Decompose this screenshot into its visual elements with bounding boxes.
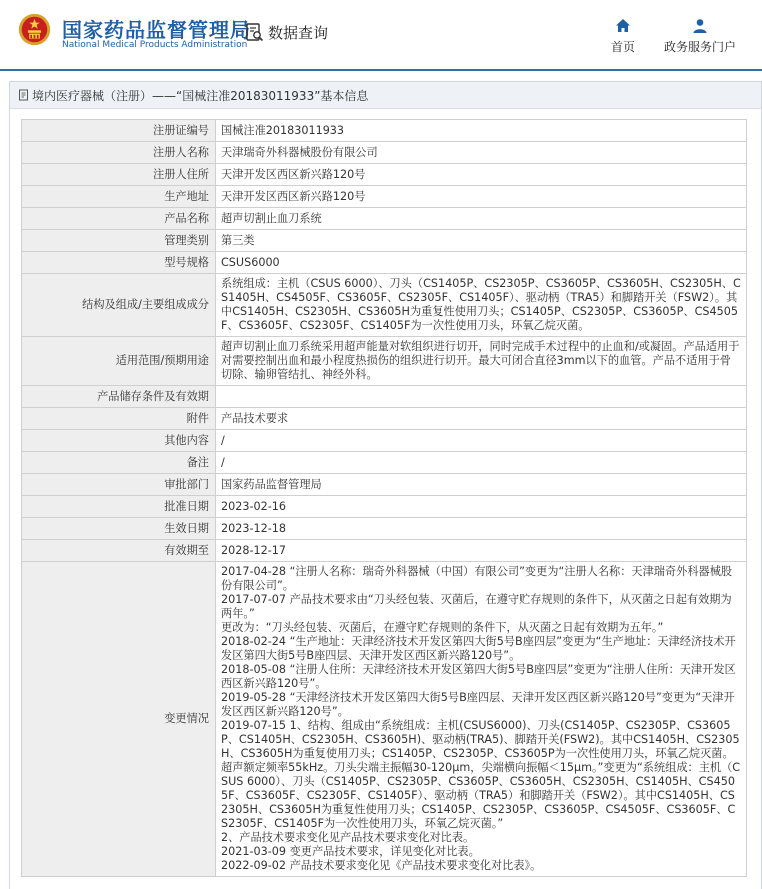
- field-value: 2028-12-17: [216, 540, 747, 562]
- table-row: [22, 496, 747, 518]
- field-label: 有效期至: [22, 540, 216, 562]
- field-label: 型号规格: [22, 252, 216, 274]
- table-row: [22, 274, 747, 337]
- panel-title: 境内医疗器械（注册）——“国械注准20183011933”基本信息: [32, 88, 369, 103]
- table-row: [22, 230, 747, 252]
- field-label: 审批部门: [22, 474, 216, 496]
- field-value: 超声切割止血刀系统采用超声能量对软组织进行切开，同时完成手术过程中的止血和/或凝固。产品适用于对需要控制出血和最小程度热损伤的组织进行切开。最大可闭合直径3mm以下的血管。产品不适用于骨切除、输卵管结扎、神经外科。: [216, 337, 747, 386]
- document-search-icon: [246, 23, 264, 43]
- data-query-label: 数据查询: [268, 24, 329, 42]
- table-row: [22, 518, 747, 540]
- table-row: [22, 386, 747, 408]
- field-value: 超声切割止血刀系统: [216, 208, 747, 230]
- site-title: 国家药品监督管理局: [62, 18, 251, 42]
- history-entry: 2019-05-28 “天津经济技术开发区第四大街5号B座四层、天津开发区西区新兴路120号”变更为“天津开发区西区新兴路120号”。: [221, 691, 735, 718]
- field-value: /: [216, 452, 747, 474]
- history-entry: 2017-07-07 产品技术要求由“刀头经包装、灭菌后，在遵守贮存规则的条件下，从灭菌之日起有效期为两年。”: [221, 593, 732, 620]
- table-row: [22, 408, 747, 430]
- site-subtitle: National Medical Products Administration: [62, 40, 248, 50]
- history-entry: 2018-02-24 “生产地址：天津经济技术开发区第四大街5号B座四层”变更为“生产地址：天津经济技术开发区第四大街5号B座四层、天津开发区西区新兴路120号”。: [221, 635, 736, 662]
- history-entry: 2022-09-02 产品技术要求变化见《产品技术要求变化对比表》。: [221, 859, 542, 872]
- history-entry: 2019-07-15 1、结构、组成由“系统组成：主机(CSUS6000)、刀头(CS1405P、CS2305P、CS3605P、CS1405H、CS2305H、CS3605H)、驱动柄(TRA5)、脚踏开关(FSW2)。其中CS1405H、CS2305H、CS3605H为重复使用刀头；CS1405P、CS2305P、CS3605P为一次性使用刀头，环氧乙烷灭菌。超声额定频率55kHz。刀头尖端主振幅30-120μm，尖端横向振幅＜15μm。”变更为“系统组成：主机（CSUS 6000）、刀头（CS1405P、CS2305P、CS3605P、CS3605H、CS2305H、CS1405H、CS4505F、CS3605F、CS2305F、CS1405F）、驱动柄（TRA5）和脚踏开关（FSW2）。其中CS1405H、CS2305H、CS3605H为重复性使用刀头；CS1405P、CS2305P、CS3605P、CS4505F、CS3605F、CS2305F、CS1405F为一次性使用刀头，环氧乙烷灭菌。”: [221, 719, 741, 830]
- panel-header: [10, 82, 761, 109]
- field-value: 第三类: [216, 230, 747, 252]
- nav-home-label: 首页: [610, 40, 635, 54]
- table-row: [22, 474, 747, 496]
- field-label: 注册人住所: [22, 164, 216, 186]
- field-label: 产品储存条件及有效期: [22, 386, 216, 408]
- history-entry: 2021-03-09 变更产品技术要求，详见变化对比表。: [221, 845, 480, 858]
- history-entry: 2、产品技术要求变化见产品技术要求变化对比表。: [221, 831, 475, 844]
- table-row: [22, 540, 747, 562]
- table-row: [22, 452, 747, 474]
- nav-service-portal[interactable]: [660, 18, 740, 55]
- field-label: 结构及组成/主要组成成分: [22, 274, 216, 337]
- home-icon: [615, 18, 631, 34]
- registration-info-table: [21, 119, 747, 877]
- nav-home[interactable]: [606, 18, 640, 55]
- field-value: CSUS6000: [216, 252, 747, 274]
- field-label: 批准日期: [22, 496, 216, 518]
- table-row: [22, 120, 747, 142]
- field-value: 天津开发区西区新兴路120号: [216, 164, 747, 186]
- field-value: 产品技术要求: [216, 408, 747, 430]
- history-entry: 更改为：“刀头经包装、灭菌后，在遵守贮存规则的条件下，从灭菌之日起有效期为五年。”: [221, 621, 664, 634]
- site-header: [0, 0, 762, 68]
- data-query-link[interactable]: [246, 22, 328, 43]
- field-label: 注册人名称: [22, 142, 216, 164]
- table-row: [22, 337, 747, 386]
- table-row-change-history: [22, 562, 747, 877]
- history-entry: 2018-05-08 “注册人住所：天津经济技术开发区第四大街5号B座四层”变更为“注册人住所：天津开发区西区新兴路120号”。: [221, 663, 736, 690]
- field-label: 附件: [22, 408, 216, 430]
- field-label: 管理类别: [22, 230, 216, 252]
- table-row: [22, 164, 747, 186]
- nav-service-portal-label: 政务服务门户: [663, 40, 736, 54]
- table-row: [22, 252, 747, 274]
- user-icon: [692, 18, 708, 34]
- field-value: 2023-02-16: [216, 496, 747, 518]
- change-history-value: [216, 562, 747, 877]
- history-entry: 2017-04-28 “注册人名称：瑞奇外科器械（中国）有限公司”变更为“注册人名称：天津瑞奇外科器械股份有限公司”。: [221, 565, 733, 592]
- table-row: [22, 142, 747, 164]
- table-row: [22, 208, 747, 230]
- field-value: 天津开发区西区新兴路120号: [216, 186, 747, 208]
- field-label: 适用范围/预期用途: [22, 337, 216, 386]
- field-label: 变更情况: [22, 562, 216, 877]
- field-value: 天津瑞奇外科器械股份有限公司: [216, 142, 747, 164]
- national-emblem-icon: [18, 13, 51, 46]
- field-value: 国械注准20183011933: [216, 120, 747, 142]
- document-icon: [18, 89, 30, 101]
- field-label: 注册证编号: [22, 120, 216, 142]
- field-value: /: [216, 430, 747, 452]
- detail-panel: [9, 81, 762, 889]
- field-value: 2023-12-18: [216, 518, 747, 540]
- field-value: 国家药品监督管理局: [216, 474, 747, 496]
- field-label: 其他内容: [22, 430, 216, 452]
- field-label: 生产地址: [22, 186, 216, 208]
- field-label: 备注: [22, 452, 216, 474]
- table-row: [22, 430, 747, 452]
- field-value: 系统组成：主机（CSUS 6000）、刀头（CS1405P、CS2305P、CS3605P、CS3605H、CS2305H、CS1405H、CS4505F、CS3605F、CS2305F、CS1405F）、驱动柄（TRA5）和脚踏开关（FSW2）。其中CS1405H、CS2305H、CS3605H为重复性使用刀头；CS1405P、CS2305P、CS3605P、CS4505F、CS3605F、CS2305F、CS1405F为一次性使用刀头，环氧乙烷灭菌。: [216, 274, 747, 337]
- header-divider: [0, 69, 762, 71]
- field-label: 产品名称: [22, 208, 216, 230]
- field-value: [216, 386, 747, 408]
- table-row: [22, 186, 747, 208]
- field-label: 生效日期: [22, 518, 216, 540]
